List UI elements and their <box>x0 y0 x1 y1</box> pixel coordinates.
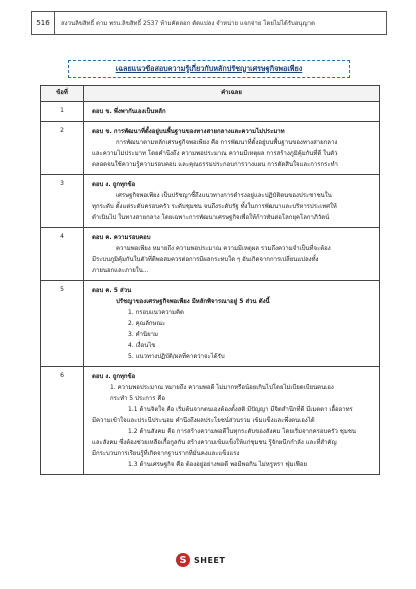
answer-table <box>40 85 380 475</box>
page-number: 516 <box>32 12 55 34</box>
answer-choice: ตอบ ค. 5 ส่วน <box>92 287 132 294</box>
explanation-line: เศรษฐกิจพอเพียง เป็นปรัชญาชี้ถึงแนวทางการดำรงอยู่และปฏิบัติตนของประชาชนใน <box>116 192 332 199</box>
explanation-line: มีระบบภูมิคุ้มกันในตัวที่ดีพอสมควรต่อการมีผลกระทบใด ๆ อันเกิดจากการเปลี่ยนแปลงทั้ง <box>92 256 319 263</box>
explanation-line: ทุกระดับ ตั้งแต่ระดับครอบครัว ระดับชุมชน จนถึงระดับรัฐ ทั้งในการพัฒนาและบริหารประเทศให้ <box>92 203 337 210</box>
copyright-notice: สงวนลิขสิทธิ์ ตาม พรบ.ลิขสิทธิ์ 2537 ห้ามคัดลอก ดัดแปลง จำหน่าย แจกจ่าย โดยไม่ได้รับอนุญาต <box>61 20 315 27</box>
explanation-line: ปรัชญาของเศรษฐกิจพอเพียง มีหลักพิจารณาอยู่ 5 ส่วน ดังนี้ <box>116 298 270 305</box>
explanation-line: มีกระบวนการเรียนรู้ที่เกิดจากฐานรากที่มั่นคงและแข็งแรง <box>92 450 240 457</box>
table-row <box>41 122 380 175</box>
list-item: 5. แนวทางปฏิบัติ/ผลที่คาดว่าจะได้รับ <box>128 353 225 360</box>
answer-choice: ตอบ ง. ถูกทุกข้อ <box>92 181 136 188</box>
row-number: 3 <box>41 175 84 228</box>
answer-choice: ตอบ ข. พึ่งพากันเองเป็นหลัก <box>92 108 166 115</box>
answer-choice: ตอบ ง. ถูกทุกข้อ <box>92 373 136 380</box>
table-row <box>41 175 380 228</box>
explanation-line: 1.3 ด้านเศรษฐกิจ คือ ต้องอยู่อย่างพอดี พอมีพอกิน ไม่หรูหรา ฟุ่มเฟือย <box>128 461 308 468</box>
row-number: 6 <box>41 367 84 475</box>
table-row <box>41 281 380 367</box>
row-number: 1 <box>41 102 84 122</box>
table-row <box>41 102 380 122</box>
answer-choice: ตอบ ค. ความรอบคอบ <box>92 234 151 241</box>
explanation-line: การพัฒนาตามหลักเศรษฐกิจพอเพียง คือ การพัฒนาที่ตั้งอยู่บนพื้นฐานของทางสายกลาง <box>116 139 338 146</box>
explanation-line: มีความเข้าใจและประนีประนอม คำนึงถึงผลประโยชน์ส่วนรวม เข้มแข็งและพึ่งตนเองได้ <box>92 417 315 424</box>
list-item: 2. คุณลักษณะ <box>128 320 166 327</box>
explanation-line: ดำเนินไป ในทางสายกลาง โดยเฉพาะการพัฒนาเศรษฐกิจเพื่อให้ก้าวทันต่อโลกยุคโลกาภิวัตน์ <box>92 214 330 221</box>
row-number: 2 <box>41 122 84 175</box>
row-number: 4 <box>41 228 84 281</box>
table-header-row <box>41 86 380 102</box>
document-title: เฉลยแนวข้อสอบความรู้เกี่ยวกับหลักปรัชญาเศรษฐกิจพอเพียง <box>68 60 350 78</box>
list-item: 1. กรอบแนวความคิด <box>128 309 184 316</box>
answer-choice: ตอบ ข. การพัฒนาที่ตั้งอยู่บนพื้นฐานของทางสายกลางและความไม่ประมาท <box>92 128 285 135</box>
explanation-line: 1.2 ด้านสังคม คือ การสร้างความพอดีในทุกระดับของสังคม โดยเริ่มจากครอบครัว ชุมชน <box>128 428 356 435</box>
list-item: 4. เงื่อนไข <box>128 342 156 349</box>
sheet-logo <box>176 553 225 567</box>
col-answer-header: คำเฉลย <box>84 86 380 102</box>
explanation-line: และสังคม ซึ่งต้องช่วยเหลือเกื้อกูลกัน สร้างความเข้มแข็งให้แก่ชุมชน รู้จักผนึกกำลัง และที่สำคัญ <box>92 439 337 446</box>
table-row <box>41 367 380 475</box>
explanation-line: ตลอดจนใช้ความรู้ความรอบคอบ และคุณธรรมประกอบการวางแผน การตัดสินใจและการกระทำ <box>92 161 338 168</box>
explanation-line: และความไม่ประมาท โดยคำนึงถึง ความพอประมาณ ความมีเหตุผล การสร้างภูมิคุ้มกันที่ดี ในตัว <box>92 150 338 157</box>
explanation-line: 1.1 ด้านจิตใจ คือ เริ่มต้นจากตนเองต้องตั้งสติ มีปัญญา มีจิตสำนึกที่ดี มีเมตตา เอื้ออาทร <box>128 406 353 413</box>
explanation-line: ความพอเพียง หมายถึง ความพอประมาณ ความมีเหตุผล รวมถึงความจำเป็นที่จะต้อง <box>116 245 331 252</box>
explanation-line: กระทำ 5 ประการ คือ <box>110 395 166 402</box>
table-row <box>41 228 380 281</box>
row-number: 5 <box>41 281 84 367</box>
col-number-header: ข้อที่ <box>41 86 84 102</box>
explanation-line: 1. ความพอประมาณ หมายถึง ความพอดี ไม่มากหรือน้อยเกินไปโดยไม่เบียดเบียนตนเอง <box>110 384 334 391</box>
sheet-logo-text: SHEET <box>194 555 226 565</box>
list-item: 3. คำนิยาม <box>128 331 158 338</box>
sheet-logo-icon: S <box>176 553 190 567</box>
page-header <box>31 11 387 35</box>
explanation-line: ภายนอกและภายใน... <box>92 267 149 274</box>
